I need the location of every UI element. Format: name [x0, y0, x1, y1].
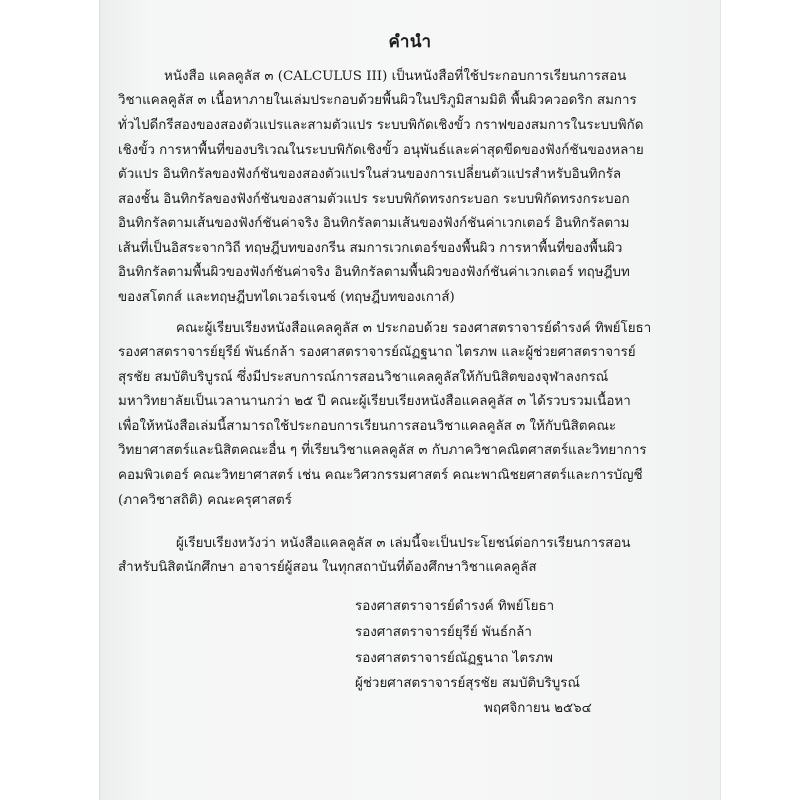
- paragraph-line: ของสโตกส์ และทฤษฎีบทไดเวอร์เจนซ์ (ทฤษฎีบทของเกาส์): [118, 290, 455, 305]
- paragraph-line: รองศาสตราจารย์ยุรีย์ พันธ์กล้า รองศาสตราจารย์ณัฏฐนาถ ไตรภพ และผู้ช่วยศาสตราจารย์: [118, 345, 636, 360]
- signature-line: รองศาสตราจารย์ดำรงค์ ทิพย์โยธา: [355, 599, 555, 614]
- paragraph-line: (ภาควิชาสถิติ) คณะครุศาสตร์: [118, 493, 292, 508]
- paragraph-line: อินทิกรัลตามพื้นผิวของฟังก์ชันค่าจริง อินทิกรัลตามพื้นผิวของฟังก์ชันค่าเวกเตอร์ ทฤษฎีบท: [118, 265, 630, 280]
- paragraph-line: อินทิกรัลตามเส้นของฟังก์ชันค่าจริง อินทิกรัลตามเส้นของฟังก์ชันค่าเวกเตอร์ อินทิกรัลตาม: [118, 216, 630, 231]
- paragraph-line: ทั่วไปดีกรีสองของสองตัวแปรและสามตัวแปร ระบบพิกัดเชิงขั้ว กราฟของสมการในระบบพิกัด: [118, 118, 644, 133]
- paragraph-line: คณะผู้เรียบเรียงหนังสือแคลคูลัส ๓ ประกอบด้วย รองศาสตราจารย์ดำรงค์ ทิพย์โยธา: [176, 321, 652, 336]
- paragraph-line: สุรชัย สมบัติบริบูรณ์ ซึ่งมีประสบการณ์การสอนวิชาแคลคูลัสให้กับนิสิตของจุฬาลงกรณ์: [118, 370, 609, 385]
- book-page: [100, 0, 720, 800]
- paragraph-line: วิชาแคลคูลัส ๓ เนื้อหาภายในเล่มประกอบด้วยพื้นผิวในปริภูมิสามมิติ พื้นผิวควอดริก สมการ: [118, 93, 637, 108]
- paragraph-line: เชิงขั้ว การหาพื้นที่ของบริเวณในระบบพิกัดเชิงขั้ว อนุพันธ์และค่าสุดขีดของฟังก์ชันของหลาย: [118, 143, 644, 158]
- paragraph-line: สองชั้น อินทิกรัลของฟังก์ชันของสามตัวแปร ระบบพิกัดทรงกระบอก ระบบพิกัดทรงกระบอก: [118, 192, 630, 207]
- paragraph-line: หนังสือ แคลคูลัส ๓ (CALCULUS III) เป็นหนังสือที่ใช้ประกอบการเรียนการสอน: [164, 69, 627, 84]
- paragraph-line: มหาวิทยาลัยเป็นเวลานานกว่า ๒๕ ปี คณะผู้เรียบเรียงหนังสือแคลคูลัส ๓ ได้รวบรวมเนื้อหา: [118, 394, 631, 409]
- signature-line: รองศาสตราจารย์ยุรีย์ พันธ์กล้า: [355, 625, 532, 640]
- paragraph-line: เพื่อให้หนังสือเล่มนี้สามารถใช้ประกอบการเรียนการสอนวิชาแคลคูลัส ๓ ให้กับนิสิตคณะ: [118, 419, 617, 434]
- signature-line: รองศาสตราจารย์ณัฏฐนาถ ไตรภพ: [355, 651, 553, 666]
- paragraph-line: ผู้เรียบเรียงหวังว่า หนังสือแคลคูลัส ๓ เล่มนี้จะเป็นประโยชน์ต่อการเรียนการสอน: [176, 536, 631, 551]
- date-line: พฤศจิกายน ๒๕๖๔: [484, 701, 592, 716]
- paragraph-line: คอมพิวเตอร์ คณะวิทยาศาสตร์ เช่น คณะวิศวกรรมศาสตร์ คณะพาณิชยศาสตร์และการบัญชี: [118, 468, 643, 483]
- paragraph-line: สำหรับนิสิตนักศึกษา อาจารย์ผู้สอน ในทุกสถาบันที่ต้องศึกษาวิชาแคลคูลัส: [118, 560, 537, 575]
- signature-line: ผู้ช่วยศาสตราจารย์สุรชัย สมบัติบริบูรณ์: [355, 676, 580, 691]
- paragraph-line: เส้นที่เป็นอิสระจากวิถี ทฤษฎีบทของกรีน สมการเวกเตอร์ของพื้นผิว การหาพื้นที่ของพื้นผิว: [118, 241, 623, 256]
- page-title: คำนำ: [388, 32, 432, 52]
- paragraph-line: วิทยาศาสตร์และนิสิตคณะอื่น ๆ ที่เรียนวิชาแคลคูลัส ๓ กับภาควิชาคณิตศาสตร์และวิทยาการ: [118, 443, 647, 458]
- paragraph-line: ตัวแปร อินทิกรัลของฟังก์ชันของสองตัวแปรในส่วนของการเปลี่ยนตัวแปรสำหรับอินทิกรัล: [118, 167, 622, 182]
